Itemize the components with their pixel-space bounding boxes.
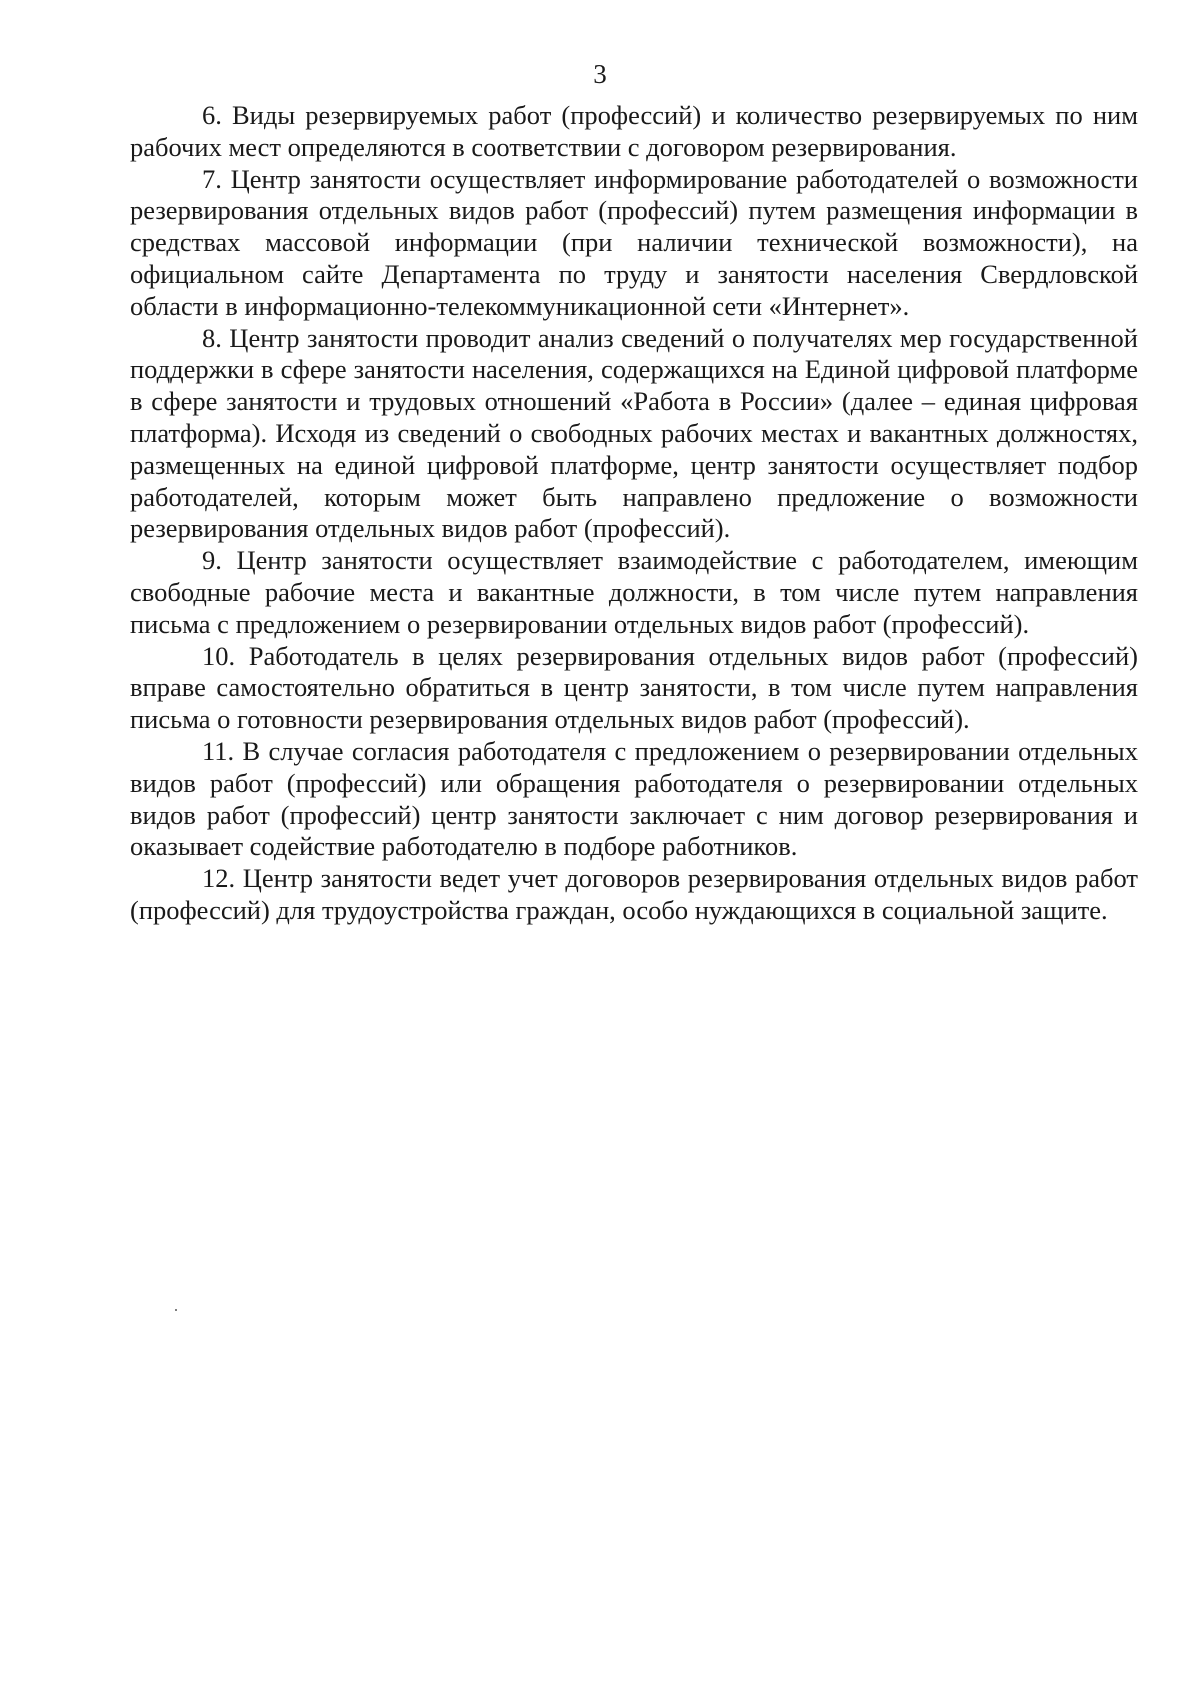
paragraph-7: 7. Центр занятости осуществляет информирование работодателей о возможности резервирования отдельных видов работ (профессий) путем размещения информации в средствах массовой информации (при наличии технической возможности), на официальном сайте Департамента по труду и занятости населения Свердловской области в информационно-телекоммуникационной сети «Интернет».	[130, 163, 1138, 321]
paragraph-6: 6. Виды резервируемых работ (профессий) и количество резервируемых по ним рабочих мест определяются в соответствии с договором резервирования.	[130, 100, 1138, 162]
paragraph-11: 11. В случае согласия работодателя с предложением о резервировании отдельных видов работ (профессий) или обращения работодателя о резервировании отдельных видов работ (профессий) центр занятости заключает с ним договор резервирования и оказывает содействие работодателю в подборе работников.	[130, 735, 1138, 862]
paragraph-8: 8. Центр занятости проводит анализ сведений о получателях мер государственной поддержки в сфере занятости населения, содержащихся на Единой цифровой платформе в сфере занятости и трудовых отношений «Работа в России» (далее – единая цифровая платформа). Исходя из сведений о свободных рабочих местах и вакантных должностях, размещенных на единой цифровой платформе, центр занятости осуществляет подбор работодателей, которым может быть направлено предложение о возможности резервирования отдельных видов работ (профессий).	[130, 322, 1138, 544]
paragraph-9: 9. Центр занятости осуществляет взаимодействие с работодателем, имеющим свободные рабочие места и вакантные должности, в том числе путем направления письма с предложением о резервировании отдельных видов работ (профессий).	[130, 545, 1138, 639]
page-number: 3	[593, 59, 607, 89]
paragraph-10: 10. Работодатель в целях резервирования отдельных видов работ (профессий) вправе самостоятельно обратиться в центр занятости, в том числе путем направления письма о готовности резервирования отдельных видов работ (профессий).	[130, 640, 1138, 735]
paragraph-12: 12. Центр занятости ведет учет договоров резервирования отдельных видов работ (профессий) для трудоустройства граждан, особо нуждающихся в социальной защите.	[130, 863, 1138, 925]
document-body	[130, 100, 1138, 927]
scan-speck	[175, 1309, 177, 1311]
